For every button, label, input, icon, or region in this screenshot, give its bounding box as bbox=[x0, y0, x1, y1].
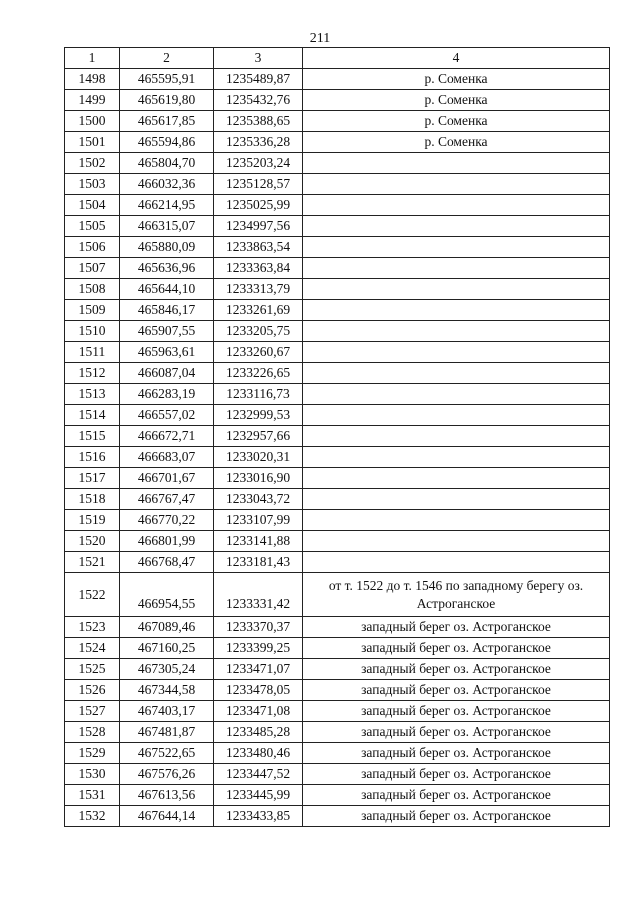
cell-coordinate-y: 1233043,72 bbox=[214, 489, 303, 510]
cell-coordinate-y: 1233485,28 bbox=[214, 722, 303, 743]
cell-point-number: 1521 bbox=[65, 552, 120, 573]
cell-coordinate-y: 1235203,24 bbox=[214, 153, 303, 174]
cell-coordinate-y: 1233370,37 bbox=[214, 617, 303, 638]
cell-coordinate-y: 1233205,75 bbox=[214, 321, 303, 342]
coordinates-table bbox=[64, 47, 610, 827]
table-row bbox=[65, 279, 610, 300]
cell-point-number: 1505 bbox=[65, 216, 120, 237]
cell-point-number: 1514 bbox=[65, 405, 120, 426]
cell-coordinate-y: 1233107,99 bbox=[214, 510, 303, 531]
table-row bbox=[65, 722, 610, 743]
table-row bbox=[65, 195, 610, 216]
cell-coordinate-x: 465907,55 bbox=[120, 321, 214, 342]
cell-coordinate-y: 1232957,66 bbox=[214, 426, 303, 447]
cell-description: западный берег оз. Астроганское bbox=[303, 806, 610, 827]
cell-point-number: 1502 bbox=[65, 153, 120, 174]
cell-point-number: 1512 bbox=[65, 363, 120, 384]
cell-point-number: 1503 bbox=[65, 174, 120, 195]
cell-point-number: 1524 bbox=[65, 638, 120, 659]
cell-coordinate-y: 1233260,67 bbox=[214, 342, 303, 363]
header-point-number: 1 bbox=[65, 48, 120, 69]
cell-description: от т. 1522 до т. 1546 по западному берегу оз. Астроганское bbox=[303, 573, 610, 617]
cell-coordinate-y: 1232999,53 bbox=[214, 405, 303, 426]
cell-coordinate-x: 465594,86 bbox=[120, 132, 214, 153]
cell-coordinate-x: 466315,07 bbox=[120, 216, 214, 237]
cell-point-number: 1517 bbox=[65, 468, 120, 489]
cell-coordinate-x: 467481,87 bbox=[120, 722, 214, 743]
table-row bbox=[65, 510, 610, 531]
table-row bbox=[65, 426, 610, 447]
cell-coordinate-y: 1233141,88 bbox=[214, 531, 303, 552]
cell-coordinate-y: 1233331,42 bbox=[214, 573, 303, 617]
table-row bbox=[65, 552, 610, 573]
cell-point-number: 1504 bbox=[65, 195, 120, 216]
cell-coordinate-x: 465644,10 bbox=[120, 279, 214, 300]
cell-point-number: 1511 bbox=[65, 342, 120, 363]
cell-coordinate-x: 465617,85 bbox=[120, 111, 214, 132]
table-row bbox=[65, 806, 610, 827]
cell-description bbox=[303, 426, 610, 447]
cell-coordinate-y: 1233399,25 bbox=[214, 638, 303, 659]
cell-point-number: 1522 bbox=[65, 573, 120, 617]
cell-description: западный берег оз. Астроганское bbox=[303, 722, 610, 743]
table-row bbox=[65, 174, 610, 195]
cell-description bbox=[303, 216, 610, 237]
cell-description bbox=[303, 510, 610, 531]
cell-description: р. Соменка bbox=[303, 132, 610, 153]
table-row bbox=[65, 680, 610, 701]
cell-description: западный берег оз. Астроганское bbox=[303, 617, 610, 638]
table-row bbox=[65, 321, 610, 342]
table-row bbox=[65, 258, 610, 279]
cell-description bbox=[303, 342, 610, 363]
cell-description bbox=[303, 279, 610, 300]
cell-point-number: 1510 bbox=[65, 321, 120, 342]
cell-coordinate-x: 466683,07 bbox=[120, 447, 214, 468]
cell-description: западный берег оз. Астроганское bbox=[303, 785, 610, 806]
cell-point-number: 1519 bbox=[65, 510, 120, 531]
header-coordinate-y: 3 bbox=[214, 48, 303, 69]
cell-coordinate-x: 466770,22 bbox=[120, 510, 214, 531]
cell-description bbox=[303, 363, 610, 384]
cell-coordinate-x: 465619,80 bbox=[120, 90, 214, 111]
cell-point-number: 1526 bbox=[65, 680, 120, 701]
cell-description bbox=[303, 384, 610, 405]
table-row bbox=[65, 531, 610, 552]
cell-coordinate-y: 1233471,07 bbox=[214, 659, 303, 680]
cell-description bbox=[303, 195, 610, 216]
table-header bbox=[65, 48, 610, 69]
table-row bbox=[65, 659, 610, 680]
cell-description: западный берег оз. Астроганское bbox=[303, 680, 610, 701]
table-row bbox=[65, 90, 610, 111]
cell-point-number: 1515 bbox=[65, 426, 120, 447]
table-row bbox=[65, 384, 610, 405]
cell-coordinate-x: 465963,61 bbox=[120, 342, 214, 363]
cell-description: западный берег оз. Астроганское bbox=[303, 764, 610, 785]
cell-coordinate-y: 1235432,76 bbox=[214, 90, 303, 111]
cell-coordinate-y: 1233116,73 bbox=[214, 384, 303, 405]
header-description: 4 bbox=[303, 48, 610, 69]
table-row bbox=[65, 468, 610, 489]
cell-description: р. Соменка bbox=[303, 111, 610, 132]
cell-coordinate-y: 1233480,46 bbox=[214, 743, 303, 764]
cell-coordinate-x: 467305,24 bbox=[120, 659, 214, 680]
cell-point-number: 1513 bbox=[65, 384, 120, 405]
cell-point-number: 1529 bbox=[65, 743, 120, 764]
table-row bbox=[65, 638, 610, 659]
cell-coordinate-x: 466087,04 bbox=[120, 363, 214, 384]
cell-description: р. Соменка bbox=[303, 69, 610, 90]
cell-description bbox=[303, 405, 610, 426]
cell-point-number: 1531 bbox=[65, 785, 120, 806]
table-row bbox=[65, 363, 610, 384]
cell-coordinate-y: 1233313,79 bbox=[214, 279, 303, 300]
cell-point-number: 1500 bbox=[65, 111, 120, 132]
cell-description: западный берег оз. Астроганское bbox=[303, 638, 610, 659]
cell-coordinate-y: 1233447,52 bbox=[214, 764, 303, 785]
table-row bbox=[65, 785, 610, 806]
cell-coordinate-x: 467576,26 bbox=[120, 764, 214, 785]
cell-description bbox=[303, 468, 610, 489]
cell-coordinate-x: 467522,65 bbox=[120, 743, 214, 764]
cell-coordinate-x: 466557,02 bbox=[120, 405, 214, 426]
cell-point-number: 1527 bbox=[65, 701, 120, 722]
table-row bbox=[65, 300, 610, 321]
table-row bbox=[65, 405, 610, 426]
cell-coordinate-x: 466283,19 bbox=[120, 384, 214, 405]
cell-coordinate-x: 467344,58 bbox=[120, 680, 214, 701]
cell-point-number: 1506 bbox=[65, 237, 120, 258]
cell-coordinate-x: 466032,36 bbox=[120, 174, 214, 195]
cell-point-number: 1516 bbox=[65, 447, 120, 468]
cell-coordinate-x: 466214,95 bbox=[120, 195, 214, 216]
page-number: 211 bbox=[309, 31, 331, 46]
table-row bbox=[65, 617, 610, 638]
cell-coordinate-x: 465804,70 bbox=[120, 153, 214, 174]
table-row bbox=[65, 701, 610, 722]
cell-coordinate-y: 1234997,56 bbox=[214, 216, 303, 237]
cell-point-number: 1501 bbox=[65, 132, 120, 153]
cell-coordinate-x: 466767,47 bbox=[120, 489, 214, 510]
table-row bbox=[65, 764, 610, 785]
cell-coordinate-x: 467089,46 bbox=[120, 617, 214, 638]
cell-coordinate-y: 1233363,84 bbox=[214, 258, 303, 279]
cell-coordinate-y: 1233226,65 bbox=[214, 363, 303, 384]
table-row bbox=[65, 111, 610, 132]
cell-coordinate-y: 1235336,28 bbox=[214, 132, 303, 153]
cell-description: западный берег оз. Астроганское bbox=[303, 659, 610, 680]
cell-point-number: 1508 bbox=[65, 279, 120, 300]
cell-description bbox=[303, 552, 610, 573]
cell-coordinate-x: 465636,96 bbox=[120, 258, 214, 279]
table-row bbox=[65, 132, 610, 153]
cell-coordinate-y: 1233181,43 bbox=[214, 552, 303, 573]
table-row bbox=[65, 447, 610, 468]
cell-point-number: 1525 bbox=[65, 659, 120, 680]
cell-coordinate-x: 465846,17 bbox=[120, 300, 214, 321]
cell-description: западный берег оз. Астроганское bbox=[303, 701, 610, 722]
cell-point-number: 1507 bbox=[65, 258, 120, 279]
cell-coordinate-x: 466768,47 bbox=[120, 552, 214, 573]
cell-coordinate-y: 1235128,57 bbox=[214, 174, 303, 195]
table-row bbox=[65, 573, 610, 617]
cell-point-number: 1528 bbox=[65, 722, 120, 743]
header-row bbox=[65, 48, 610, 69]
cell-coordinate-y: 1235025,99 bbox=[214, 195, 303, 216]
cell-description bbox=[303, 258, 610, 279]
table-row bbox=[65, 342, 610, 363]
table-body bbox=[65, 69, 610, 827]
header-coordinate-x: 2 bbox=[120, 48, 214, 69]
cell-coordinate-y: 1233445,99 bbox=[214, 785, 303, 806]
cell-coordinate-x: 467644,14 bbox=[120, 806, 214, 827]
cell-description bbox=[303, 531, 610, 552]
cell-coordinate-y: 1233261,69 bbox=[214, 300, 303, 321]
cell-point-number: 1518 bbox=[65, 489, 120, 510]
cell-point-number: 1532 bbox=[65, 806, 120, 827]
cell-coordinate-y: 1235489,87 bbox=[214, 69, 303, 90]
cell-coordinate-y: 1233863,54 bbox=[214, 237, 303, 258]
cell-coordinate-y: 1233016,90 bbox=[214, 468, 303, 489]
table-row bbox=[65, 743, 610, 764]
cell-description bbox=[303, 321, 610, 342]
cell-coordinate-y: 1233478,05 bbox=[214, 680, 303, 701]
cell-coordinate-x: 466954,55 bbox=[120, 573, 214, 617]
cell-coordinate-y: 1233433,85 bbox=[214, 806, 303, 827]
cell-description bbox=[303, 174, 610, 195]
cell-coordinate-x: 465595,91 bbox=[120, 69, 214, 90]
cell-coordinate-x: 467403,17 bbox=[120, 701, 214, 722]
table-row bbox=[65, 69, 610, 90]
cell-point-number: 1530 bbox=[65, 764, 120, 785]
cell-description: р. Соменка bbox=[303, 90, 610, 111]
cell-description bbox=[303, 489, 610, 510]
table-row bbox=[65, 489, 610, 510]
cell-description bbox=[303, 300, 610, 321]
cell-coordinate-y: 1233471,08 bbox=[214, 701, 303, 722]
cell-coordinate-y: 1235388,65 bbox=[214, 111, 303, 132]
cell-coordinate-x: 466701,67 bbox=[120, 468, 214, 489]
table-row bbox=[65, 237, 610, 258]
cell-description bbox=[303, 447, 610, 468]
cell-point-number: 1520 bbox=[65, 531, 120, 552]
cell-point-number: 1498 bbox=[65, 69, 120, 90]
cell-coordinate-x: 466672,71 bbox=[120, 426, 214, 447]
cell-coordinate-x: 466801,99 bbox=[120, 531, 214, 552]
cell-point-number: 1523 bbox=[65, 617, 120, 638]
table-row bbox=[65, 216, 610, 237]
cell-coordinate-x: 467160,25 bbox=[120, 638, 214, 659]
table-row bbox=[65, 153, 610, 174]
cell-description bbox=[303, 237, 610, 258]
cell-description bbox=[303, 153, 610, 174]
cell-coordinate-y: 1233020,31 bbox=[214, 447, 303, 468]
cell-point-number: 1499 bbox=[65, 90, 120, 111]
cell-description: западный берег оз. Астроганское bbox=[303, 743, 610, 764]
cell-coordinate-x: 465880,09 bbox=[120, 237, 214, 258]
cell-coordinate-x: 467613,56 bbox=[120, 785, 214, 806]
cell-point-number: 1509 bbox=[65, 300, 120, 321]
